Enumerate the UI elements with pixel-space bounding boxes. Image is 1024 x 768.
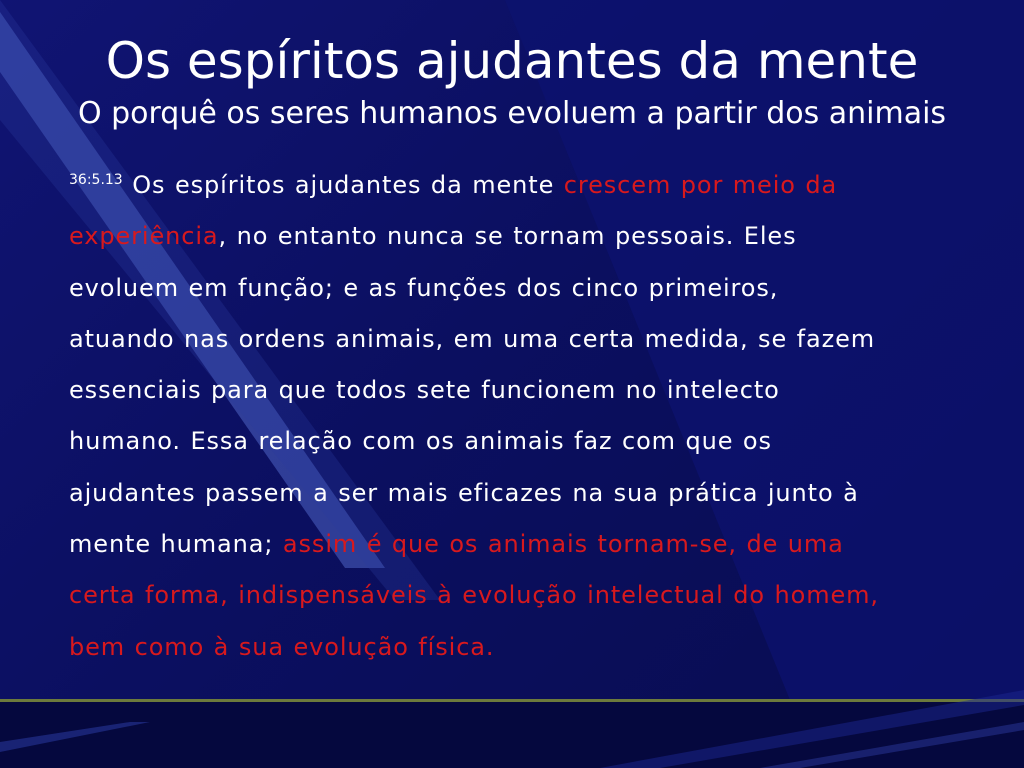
text-line — [69, 570, 969, 621]
text-line — [69, 468, 969, 519]
text-segment: ajudantes passem a ser mais eficazes na sua prática junto à — [69, 478, 859, 507]
text-line — [69, 211, 969, 262]
highlighted-text-segment: crescem por meio da — [563, 171, 838, 199]
verse-reference: 36:5.13 — [69, 172, 123, 188]
highlighted-text-segment: assim é que os animais tornam-se, de uma — [282, 530, 844, 559]
slide-subtitle: O porquê os seres humanos evoluem a partir dos animais — [77, 96, 947, 131]
text-line — [69, 314, 969, 365]
text-segment: Os espíritos ajudantes da mente — [122, 171, 564, 199]
slide-title: Os espíritos ajudantes da mente — [105, 32, 919, 90]
text-segment: mente humana; — [69, 530, 283, 559]
text-segment: atuando nas ordens animais, em uma certa medida, se fazem — [69, 324, 876, 353]
quotation-body — [69, 160, 969, 673]
text-line — [69, 519, 969, 570]
text-segment: essenciais para que todos sete funcionem no intelecto — [69, 376, 780, 405]
highlighted-text-segment: certa forma, indispensáveis à evolução intelectual do homem, — [69, 581, 879, 610]
text-line — [69, 416, 969, 467]
text-line — [69, 263, 969, 314]
text-line — [69, 622, 969, 673]
highlighted-text-segment: experiência — [69, 222, 219, 251]
text-line — [69, 160, 969, 211]
text-segment: evoluem em função; e as funções dos cinco primeiros, — [69, 273, 779, 302]
text-segment: humano. Essa relação com os animais faz com que os — [69, 427, 772, 456]
text-segment: , no entanto nunca se tornam pessoais. Eles — [218, 222, 797, 251]
bottom-band — [0, 702, 1024, 768]
highlighted-text-segment: bem como à sua evolução física. — [69, 632, 495, 661]
text-line — [69, 365, 969, 416]
accent-line — [0, 699, 1024, 702]
